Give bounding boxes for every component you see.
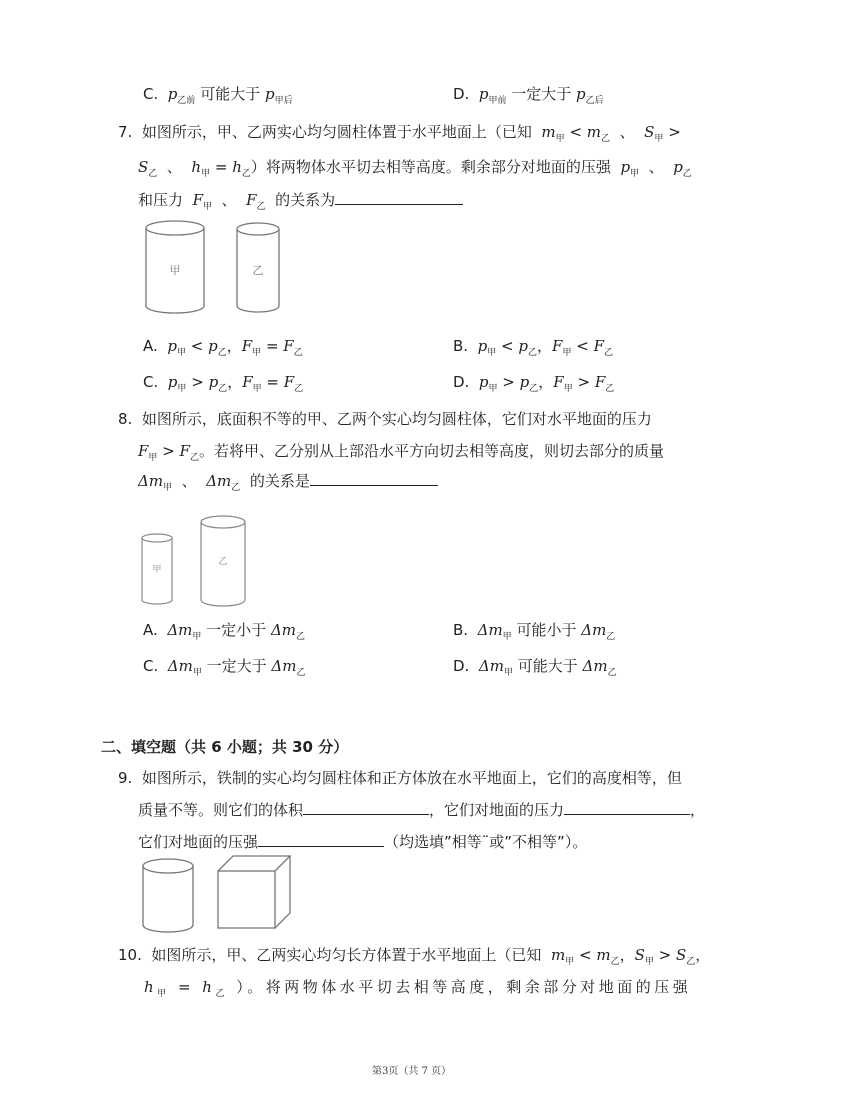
q8-option-b: B. $\Delta m_甲$ 可能小于 $\Delta m_乙$ [453,621,616,642]
q7-cylinders-figure [140,218,290,318]
q8-option-d: D. $\Delta m_甲$ 可能大于 $\Delta m_乙$ [453,657,617,678]
q9-volume-blank[interactable] [303,800,429,815]
q7-option-c: C. $p_甲 > p_乙$，$F_甲 = F_乙$ [143,373,304,394]
q9-line2: 质量不等。则它们的体积 ，它们对地面的压力 ， [138,801,706,819]
q8-cylinders-figure [136,512,256,608]
q7-answer-blank[interactable] [335,190,463,205]
q10-line2: $h_甲 = h_乙$ ）。将两物体水平切去相等高度，剩余部分对地面的压强 [144,978,692,999]
q10-line1: 10. 如图所示，甲、乙两实心均匀长方体置于水平地面上（已知 $m_甲 < m_乙$，$S_甲 > S_乙$， [118,946,711,967]
q8-option-c: C. $\Delta m_甲$ 一定大于 $\Delta m_乙$ [143,657,306,678]
q9-pressure-force-blank[interactable] [564,800,690,815]
q9-line3: 它们对地面的压强 （均选填”相等¨或”不相等”）。 [138,833,588,851]
q7-fig-label-yi: 乙 [252,264,264,277]
q9-cylinder-cube-figure [138,853,294,935]
q7-option-a: A. $p_甲 < p_乙$，$F_甲 = F_乙$ [143,337,303,358]
q8-line3: $\Delta m_甲$ 、 $\Delta m_乙$ 的关系是 [138,470,438,493]
page-footer: 第3页（共 7 页） [372,1066,452,1077]
section-heading: 二、填空题（共 6 小题；共 30 分） [101,738,349,756]
q8-line1: 8. 如图所示，底面积不等的甲、乙两个实心均匀圆柱体，它们对水平地面的压力 [118,410,652,428]
prev-option-d: D. $p_{甲前}$ 一定大于 $p_{乙后}$ [453,85,604,106]
q7-line3: 和压力 $F_甲$ 、 $F_乙$ 的关系为 [138,189,463,212]
q8-fig-label-yi: 乙 [218,557,228,567]
prev-option-c: C. $p_{乙前}$ 可能大于 $p_{甲后}$ [143,85,293,106]
q8-line2: $F_甲 > F_乙$。若将甲、乙分别从上部沿水平方向切去相等高度，则切去部分的质量 [138,442,664,463]
q7-fig-label-jia: 甲 [169,264,181,277]
q7-option-d: D. $p_甲 > p_乙$，$F_甲 > F_乙$ [453,373,615,394]
q8-option-a: A. $\Delta m_甲$ 一定小于 $\Delta m_乙$ [143,621,306,642]
q8-fig-label-jia: 甲 [152,565,162,575]
q7-option-b: B. $p_甲 < p_乙$，$F_甲 < F_乙$ [453,337,614,358]
q7-line1: 7. 如图所示，甲、乙两实心均匀圆柱体置于水平地面上（已知 $m_甲 < m_乙$ 、 $S_甲$ > [118,123,681,144]
q7-line2: $S_乙$ 、 $h_甲 = h_乙$）将两物体水平切去相等高度。剩余部分对地面的压强 $p_甲$ 、 $p_乙$ [138,158,692,179]
q8-answer-blank[interactable] [310,471,438,486]
q9-line1: 9. 如图所示，铁制的实心均匀圆柱体和正方体放在水平地面上，它们的高度相等，但 [118,769,682,787]
q9-pressure-blank[interactable] [258,832,384,847]
